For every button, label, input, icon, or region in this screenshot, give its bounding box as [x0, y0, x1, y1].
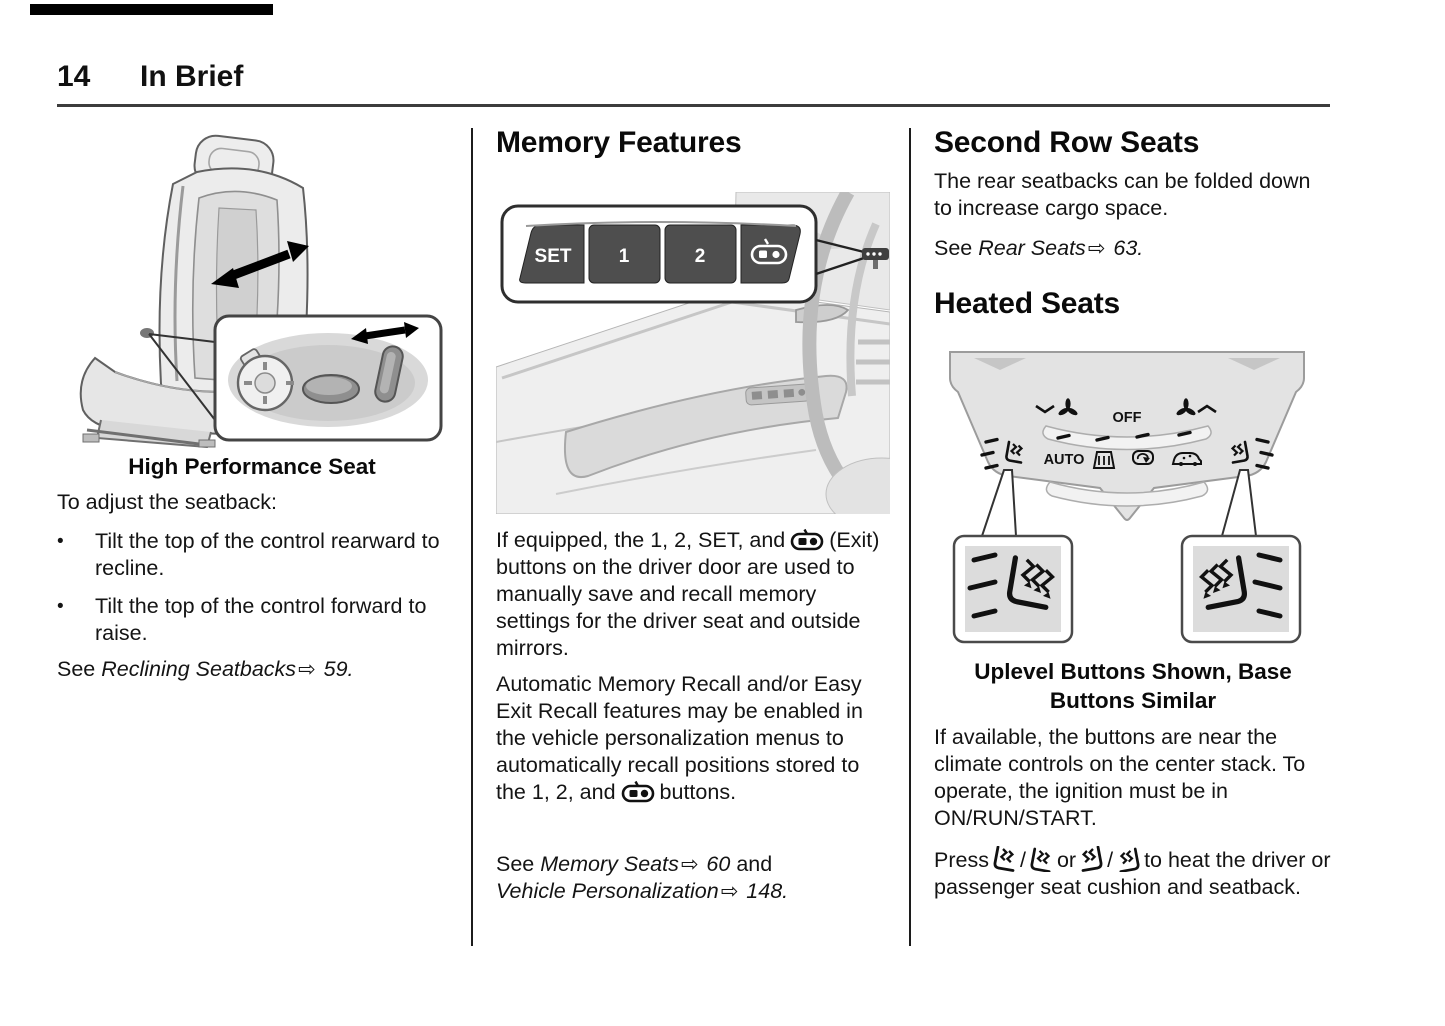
para-text: (Exit) buttons on the driver door are used to manually save and recall memory settings for the driver seat and outside mirrors.: [496, 528, 880, 660]
top-edge-artifact-bar: [30, 4, 273, 15]
see-prefix: See: [934, 236, 979, 260]
second-row-see-reference: [934, 235, 1334, 262]
see-target: Vehicle Personalization: [496, 879, 719, 903]
left-bullet-list: [57, 528, 447, 658]
page-title: In Brief: [140, 60, 244, 93]
memory-2-label: 2: [694, 246, 706, 267]
heated-seats-press-paragraph: [934, 846, 1336, 901]
high-performance-seat-illustration: [57, 126, 447, 448]
passenger-cushion-heat-icon: [1116, 846, 1141, 872]
page-ref-arrow-icon: ⇨: [680, 853, 699, 876]
memory-1-label: 1: [618, 246, 630, 267]
left-caption: High Performance Seat: [128, 454, 376, 479]
list-item: [57, 593, 447, 647]
column-divider-right: [909, 128, 911, 946]
seat-controls-callout: [215, 316, 441, 440]
see-conjunction: and: [736, 852, 773, 876]
cushion-control-button: [303, 375, 359, 403]
left-callout-pointer: [982, 470, 1016, 536]
exit-icon: [790, 528, 824, 551]
memory-buttons-callout: [502, 206, 816, 302]
see-target: Rear Seats: [978, 236, 1086, 260]
memory-buttons-illustration: [496, 192, 890, 514]
bullet-icon: •: [57, 531, 64, 552]
heated-seats-paragraph: If available, the buttons are near the climate controls on the center stack. To operate, the ignition must be in ON/RUN/START.: [934, 725, 1306, 830]
driver-cushion-heat-icon: [1029, 846, 1054, 872]
passenger-seatback-heat-icon: [1079, 846, 1104, 872]
see-page: 60: [700, 852, 737, 876]
see-prefix: See: [496, 852, 541, 876]
heated-seats-caption: Uplevel Buttons Shown, Base Buttons Similar: [974, 659, 1292, 713]
left-intro: To adjust the seatback:: [57, 490, 277, 514]
page-ref-arrow-icon: ⇨: [720, 880, 739, 903]
passenger-heated-seat-callout: [1182, 536, 1300, 642]
memory-features-heading: Memory Features: [496, 126, 742, 159]
column-divider-left: [471, 128, 473, 946]
para-text: Press: [934, 848, 989, 872]
right-callout-pointer: [1222, 470, 1256, 536]
see-target: Reclining Seatbacks: [101, 657, 297, 681]
see-page: 63.: [1107, 236, 1144, 260]
bullet-text: Tilt the top of the control forward to raise.: [95, 594, 427, 645]
page-ref-arrow-icon: ⇨: [298, 658, 316, 681]
auto-label: AUTO: [1043, 452, 1085, 468]
header-rule: [57, 104, 1330, 107]
para-text: to heat the driver or passenger seat cushion and seatback.: [934, 848, 1331, 899]
see-page: 148.: [740, 879, 789, 903]
left-see-reference: [57, 656, 449, 683]
page-ref-arrow-icon: ⇨: [1087, 237, 1106, 260]
heated-seats-heading: Heated Seats: [934, 287, 1121, 320]
off-label: OFF: [1112, 410, 1142, 426]
see-prefix: See: [57, 657, 102, 681]
exit-icon: [621, 780, 655, 803]
set-button-label: SET: [534, 246, 572, 267]
memory-paragraph-2: [496, 671, 894, 806]
second-row-seats-heading: Second Row Seats: [934, 126, 1200, 159]
memory-see-reference: [496, 851, 894, 905]
para-text: buttons.: [659, 780, 737, 804]
see-target: Memory Seats: [540, 852, 679, 876]
slash-separator: /: [1107, 848, 1114, 872]
para-text: Automatic Memory Recall and/or Easy Exit Recall features may be enabled in the vehicle personalization menus to automatically recall positions stored to the 1, 2, and: [496, 672, 863, 804]
memory-paragraph-1: [496, 527, 894, 662]
slash-separator: /: [1019, 848, 1026, 872]
bullet-icon: •: [57, 596, 64, 617]
heated-seats-illustration: [934, 344, 1320, 646]
second-row-paragraph: The rear seatbacks can be folded down to increase cargo space.: [934, 169, 1311, 220]
page-number: 14: [57, 60, 91, 93]
para-text: If equipped, the 1, 2, SET, and: [496, 528, 786, 552]
see-page: 59.: [317, 657, 354, 681]
driver-seatback-heat-icon: [992, 846, 1017, 872]
bullet-text: Tilt the top of the control rearward to recline.: [95, 529, 440, 580]
list-item: [57, 528, 447, 582]
para-text: or: [1056, 848, 1077, 872]
driver-heated-seat-callout: [954, 536, 1072, 642]
